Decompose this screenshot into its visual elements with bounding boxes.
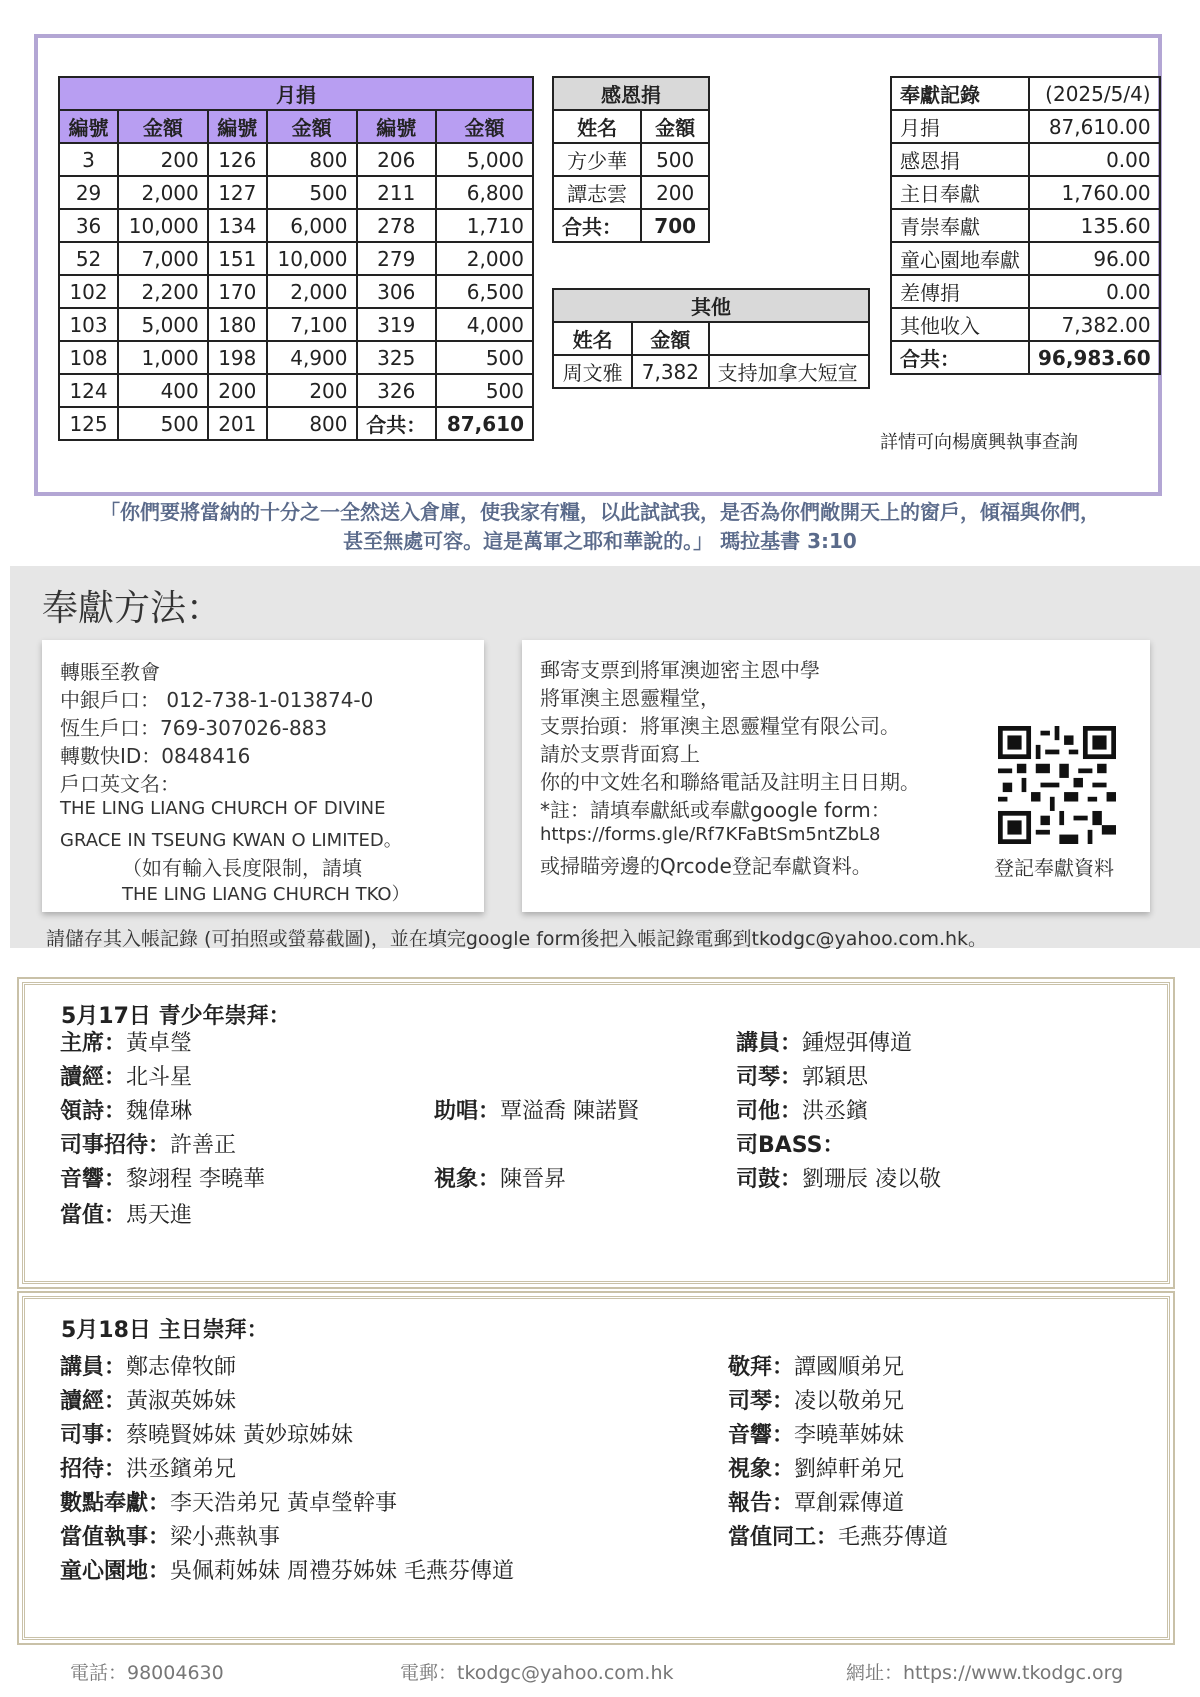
card-line: 支票抬頭：將軍澳主恩靈糧堂有限公司。 xyxy=(540,714,900,738)
service-title: 5月17日 青少年崇拜： xyxy=(61,1004,291,1029)
table-cell: 124 xyxy=(59,374,118,407)
role-label: 敬拜： xyxy=(728,1355,795,1380)
table-cell: 2,000 xyxy=(118,176,208,209)
role-entry xyxy=(60,1350,236,1381)
col-header: 姓名 xyxy=(553,110,641,143)
role-entry xyxy=(60,1554,514,1585)
table-cell: 278 xyxy=(357,209,436,242)
table-cell: 0.00 xyxy=(1029,143,1160,176)
card-line: （如有輸入長度限制，請填 xyxy=(122,856,362,880)
role-value: 許善正 xyxy=(170,1133,237,1158)
role-label: 視象： xyxy=(728,1457,795,1482)
col-header: 金額 xyxy=(641,110,709,143)
table-cell: 29 xyxy=(59,176,118,209)
url-link[interactable]: https://forms.gle/Rf7KFaBtSm5ntZbL8 xyxy=(540,824,881,845)
col-header: 編號 xyxy=(208,110,267,143)
table-cell: 127 xyxy=(208,176,267,209)
table-cell: 支持加拿大短宣 xyxy=(709,355,869,388)
role-entry xyxy=(60,1418,353,1449)
table-cell: 1,760.00 xyxy=(1029,176,1160,209)
role-label: 報告： xyxy=(728,1491,795,1516)
table-cell: 200 xyxy=(641,176,709,209)
table-cell: 319 xyxy=(357,308,436,341)
service-title: 5月18日 主日崇拜： xyxy=(61,1318,269,1343)
role-label: 視象： xyxy=(434,1167,501,1192)
role-value: 北斗星 xyxy=(126,1065,193,1090)
card-line: 轉數快ID：0848416 xyxy=(60,744,251,768)
table-cell: 200 xyxy=(267,374,357,407)
table-cell: 2,000 xyxy=(267,275,357,308)
role-label: 司鼓： xyxy=(736,1167,803,1192)
role-value: 黃卓瑩 xyxy=(126,1031,193,1056)
monthly-offering-table xyxy=(58,76,534,441)
footer-phone: 電話：98004630 xyxy=(70,1662,224,1684)
role-label: 司琴： xyxy=(728,1389,795,1414)
table-cell: 1,710 xyxy=(436,209,533,242)
record-date: (2025/5/4) xyxy=(1029,77,1160,110)
role-value: 馬天進 xyxy=(126,1203,193,1228)
card-line: 戶口英文名： xyxy=(60,772,180,796)
footer-email[interactable]: 電郵：tkodgc@yahoo.com.hk xyxy=(400,1662,674,1684)
table-cell: 10,000 xyxy=(267,242,357,275)
table-cell: 4,000 xyxy=(436,308,533,341)
table-cell: 10,000 xyxy=(118,209,208,242)
table-cell: 135.60 xyxy=(1029,209,1160,242)
role-entry xyxy=(736,1128,845,1159)
role-entry xyxy=(728,1418,904,1449)
table-cell: 7,100 xyxy=(267,308,357,341)
table-cell: 差傳捐 xyxy=(891,275,1029,308)
table-row xyxy=(891,110,1160,143)
role-value: 黎翊程 李曉華 xyxy=(126,1167,266,1192)
role-value: 毛燕芬傳道 xyxy=(838,1525,949,1550)
role-entry xyxy=(60,1162,265,1193)
role-label: 音響： xyxy=(728,1423,795,1448)
table-cell: 1,000 xyxy=(118,341,208,374)
table-cell: 6,000 xyxy=(267,209,357,242)
role-value: 郭穎思 xyxy=(802,1065,869,1090)
role-value: 蔡曉賢姊妹 黃妙琼姊妹 xyxy=(126,1423,354,1448)
verse-line: 甚至無處可容。這是萬軍之耶和華說的。」 瑪拉基書 3:10 xyxy=(343,529,857,553)
role-entry xyxy=(736,1162,941,1193)
card-line: 中銀戶口： 012-738-1-013874-0 xyxy=(60,688,374,712)
table-cell: 0.00 xyxy=(1029,275,1160,308)
total-value: 96,983.60 xyxy=(1029,341,1160,374)
role-label: 講員： xyxy=(736,1031,803,1056)
table-cell: 151 xyxy=(208,242,267,275)
role-label: 招待： xyxy=(60,1457,127,1482)
col-header: 金額 xyxy=(436,110,533,143)
role-value: 李天浩弟兄 黃卓瑩幹事 xyxy=(170,1491,398,1516)
table-cell: 5,000 xyxy=(118,308,208,341)
role-entry xyxy=(60,1198,192,1229)
table-row xyxy=(59,242,533,275)
role-label: 助唱： xyxy=(434,1099,501,1124)
table-row xyxy=(59,143,533,176)
col-header: 金額 xyxy=(267,110,357,143)
card-line: GRACE IN TSEUNG KWAN O LIMITED。 xyxy=(60,830,402,851)
table-cell: 其他收入 xyxy=(891,308,1029,341)
table-row xyxy=(891,242,1160,275)
table-cell: 96.00 xyxy=(1029,242,1160,275)
table-cell: 52 xyxy=(59,242,118,275)
role-value: 李曉華姊妹 xyxy=(794,1423,905,1448)
table-cell: 感恩捐 xyxy=(891,143,1029,176)
role-label: 當值同工： xyxy=(728,1525,839,1550)
monthly-title: 月捐 xyxy=(59,77,533,110)
role-label: 司他： xyxy=(736,1099,803,1124)
col-header: 編號 xyxy=(59,110,118,143)
table-cell: 87,610.00 xyxy=(1029,110,1160,143)
table-row xyxy=(891,176,1160,209)
table-cell: 170 xyxy=(208,275,267,308)
role-entry xyxy=(434,1162,566,1193)
thanks-offering-table xyxy=(552,76,710,243)
table-cell: 103 xyxy=(59,308,118,341)
table-cell: 7,382.00 xyxy=(1029,308,1160,341)
role-entry xyxy=(728,1350,904,1381)
table-row xyxy=(891,209,1160,242)
table-cell: 4,900 xyxy=(267,341,357,374)
table-cell: 主日奉獻 xyxy=(891,176,1029,209)
role-value: 鄭志偉牧師 xyxy=(126,1355,237,1380)
table-cell: 500 xyxy=(267,176,357,209)
role-label: 領詩： xyxy=(60,1099,127,1124)
table-cell: 800 xyxy=(267,407,357,440)
table-cell: 200 xyxy=(208,374,267,407)
table-cell: 206 xyxy=(357,143,436,176)
detail-note: 詳情可向楊廣興執事查詢 xyxy=(880,432,1078,453)
table-row xyxy=(891,308,1160,341)
table-cell: 87,610 xyxy=(436,407,533,440)
card-line: 或掃瞄旁邊的Qrcode登記奉獻資料。 xyxy=(540,854,872,878)
table-cell: 7,000 xyxy=(118,242,208,275)
table-cell: 198 xyxy=(208,341,267,374)
table-row xyxy=(59,308,533,341)
table-cell: 6,800 xyxy=(436,176,533,209)
role-label: 當值： xyxy=(60,1203,127,1228)
table-cell: 500 xyxy=(436,374,533,407)
table-cell: 2,000 xyxy=(436,242,533,275)
role-entry xyxy=(60,1384,236,1415)
bible-verse xyxy=(20,498,1180,556)
card-line: 將軍澳主恩靈糧堂， xyxy=(540,686,720,710)
total-label: 合共： xyxy=(891,341,1029,374)
qr-code-icon[interactable] xyxy=(998,726,1116,844)
role-value: 劉珊辰 凌以敬 xyxy=(802,1167,942,1192)
role-entry xyxy=(736,1060,868,1091)
table-cell: 36 xyxy=(59,209,118,242)
card-line: 郵寄支票到將軍澳迦密主恩中學 xyxy=(540,658,820,682)
table-cell: 326 xyxy=(357,374,436,407)
role-label: 司事招待： xyxy=(60,1133,171,1158)
role-label: 童心園地： xyxy=(60,1559,171,1584)
card-line: THE LING LIANG CHURCH OF DIVINE xyxy=(60,798,386,819)
role-entry xyxy=(60,1094,192,1125)
role-entry xyxy=(60,1486,397,1517)
table-cell: 200 xyxy=(118,143,208,176)
role-label: 司琴： xyxy=(736,1065,803,1090)
role-entry xyxy=(728,1384,904,1415)
table-cell: 月捐 xyxy=(891,110,1029,143)
role-value: 覃創霖傳道 xyxy=(794,1491,905,1516)
col-header: 姓名 xyxy=(553,322,632,355)
role-value: 劉綽軒弟兄 xyxy=(794,1457,905,1482)
table-row xyxy=(59,176,533,209)
table-cell: 周文雅 xyxy=(553,355,632,388)
methods-title: 奉獻方法： xyxy=(42,588,223,629)
role-entry xyxy=(60,1520,280,1551)
role-label: 讀經： xyxy=(60,1065,127,1090)
table-cell: 325 xyxy=(357,341,436,374)
table-cell: 134 xyxy=(208,209,267,242)
role-value: 洪丞鑌 xyxy=(802,1099,869,1124)
table-cell: 青崇奉獻 xyxy=(891,209,1029,242)
role-value: 譚國順弟兄 xyxy=(794,1355,905,1380)
table-row xyxy=(59,374,533,407)
offering-record-table xyxy=(890,76,1161,375)
role-value: 洪丞鑌弟兄 xyxy=(126,1457,237,1482)
total-label: 合共： xyxy=(553,209,641,242)
card-line: 恆生戶口：769-307026-883 xyxy=(60,716,328,740)
table-cell: 500 xyxy=(641,143,709,176)
table-cell: 童心園地奉獻 xyxy=(891,242,1029,275)
role-entry xyxy=(736,1026,912,1057)
col-header: 金額 xyxy=(118,110,208,143)
table-row xyxy=(891,275,1160,308)
role-label: 數點奉獻： xyxy=(60,1491,171,1516)
table-cell: 方少華 xyxy=(553,143,641,176)
role-entry xyxy=(60,1128,236,1159)
role-value: 鍾煜弭傳道 xyxy=(802,1031,913,1056)
card-line: 轉賬至教會 xyxy=(60,660,160,684)
table-cell: 譚志雲 xyxy=(553,176,641,209)
role-label: 讀經： xyxy=(60,1389,127,1414)
table-row xyxy=(891,143,1160,176)
role-value: 梁小燕執事 xyxy=(170,1525,281,1550)
verse-line: 「你們要將當納的十分之一全然送入倉庫，使我家有糧，以此試試我，是否為你們敞開天上的窗戶，傾福與你們， xyxy=(100,500,1100,524)
table-cell: 2,200 xyxy=(118,275,208,308)
table-cell: 500 xyxy=(436,341,533,374)
role-entry xyxy=(728,1452,904,1483)
role-value: 吳佩莉姊妹 周禮芬姊妹 毛燕芬傳道 xyxy=(170,1559,515,1584)
table-cell: 125 xyxy=(59,407,118,440)
footer-website[interactable]: 網址：https://www.tkodgc.org xyxy=(846,1662,1124,1684)
table-cell: 180 xyxy=(208,308,267,341)
role-label: 講員： xyxy=(60,1355,127,1380)
table-cell: 102 xyxy=(59,275,118,308)
table-cell: 400 xyxy=(118,374,208,407)
role-label: 音響： xyxy=(60,1167,127,1192)
role-entry xyxy=(60,1026,192,1057)
table-row xyxy=(59,341,533,374)
role-entry xyxy=(728,1520,948,1551)
role-label: 主席： xyxy=(60,1031,127,1056)
table-cell: 500 xyxy=(118,407,208,440)
card-line: *註：請填奉獻紙或奉獻google form： xyxy=(540,798,891,822)
qr-label: 登記奉獻資料 xyxy=(994,856,1114,880)
role-entry xyxy=(60,1060,192,1091)
role-label: 當值執事： xyxy=(60,1525,171,1550)
col-header xyxy=(709,322,869,355)
table-cell: 126 xyxy=(208,143,267,176)
other-offering-table xyxy=(552,288,870,389)
table-cell: 3 xyxy=(59,143,118,176)
col-header: 編號 xyxy=(357,110,436,143)
table-cell: 800 xyxy=(267,143,357,176)
table-cell: 6,500 xyxy=(436,275,533,308)
table-row xyxy=(59,407,533,440)
table-cell: 5,000 xyxy=(436,143,533,176)
col-header: 金額 xyxy=(632,322,708,355)
role-value: 陳晉昇 xyxy=(500,1167,567,1192)
role-value: 黃淑英姊妹 xyxy=(126,1389,237,1414)
role-value: 魏偉琳 xyxy=(126,1099,193,1124)
role-entry xyxy=(728,1486,904,1517)
table-cell: 合共： xyxy=(357,407,436,440)
card-line: THE LING LIANG CHURCH TKO） xyxy=(122,884,410,905)
record-title: 奉獻記錄 xyxy=(891,77,1029,110)
table-cell: 201 xyxy=(208,407,267,440)
table-cell: 306 xyxy=(357,275,436,308)
role-value: 覃溢喬 陳諾賢 xyxy=(500,1099,640,1124)
thanks-title: 感恩捐 xyxy=(553,77,709,110)
table-row xyxy=(59,275,533,308)
role-value: 凌以敬弟兄 xyxy=(794,1389,905,1414)
table-cell: 211 xyxy=(357,176,436,209)
role-label: 司事： xyxy=(60,1423,127,1448)
other-title: 其他 xyxy=(553,289,869,322)
card-line: 請於支票背面寫上 xyxy=(540,742,700,766)
table-cell: 7,382 xyxy=(632,355,708,388)
table-row xyxy=(59,209,533,242)
table-cell: 279 xyxy=(357,242,436,275)
table-cell: 108 xyxy=(59,341,118,374)
role-entry xyxy=(736,1094,868,1125)
total-value: 700 xyxy=(641,209,709,242)
role-entry xyxy=(434,1094,639,1125)
role-label: 司BASS： xyxy=(736,1133,845,1158)
bank-transfer-card xyxy=(42,640,484,912)
role-entry xyxy=(60,1452,236,1483)
card-line: 你的中文姓名和聯絡電話及註明主日日期。 xyxy=(540,770,920,794)
save-record-note: 請儲存其入帳記錄 (可拍照或螢幕截圖)，並在填完google form後把入帳記錄電郵到tkodgc@yahoo.com.hk。 xyxy=(46,928,988,950)
